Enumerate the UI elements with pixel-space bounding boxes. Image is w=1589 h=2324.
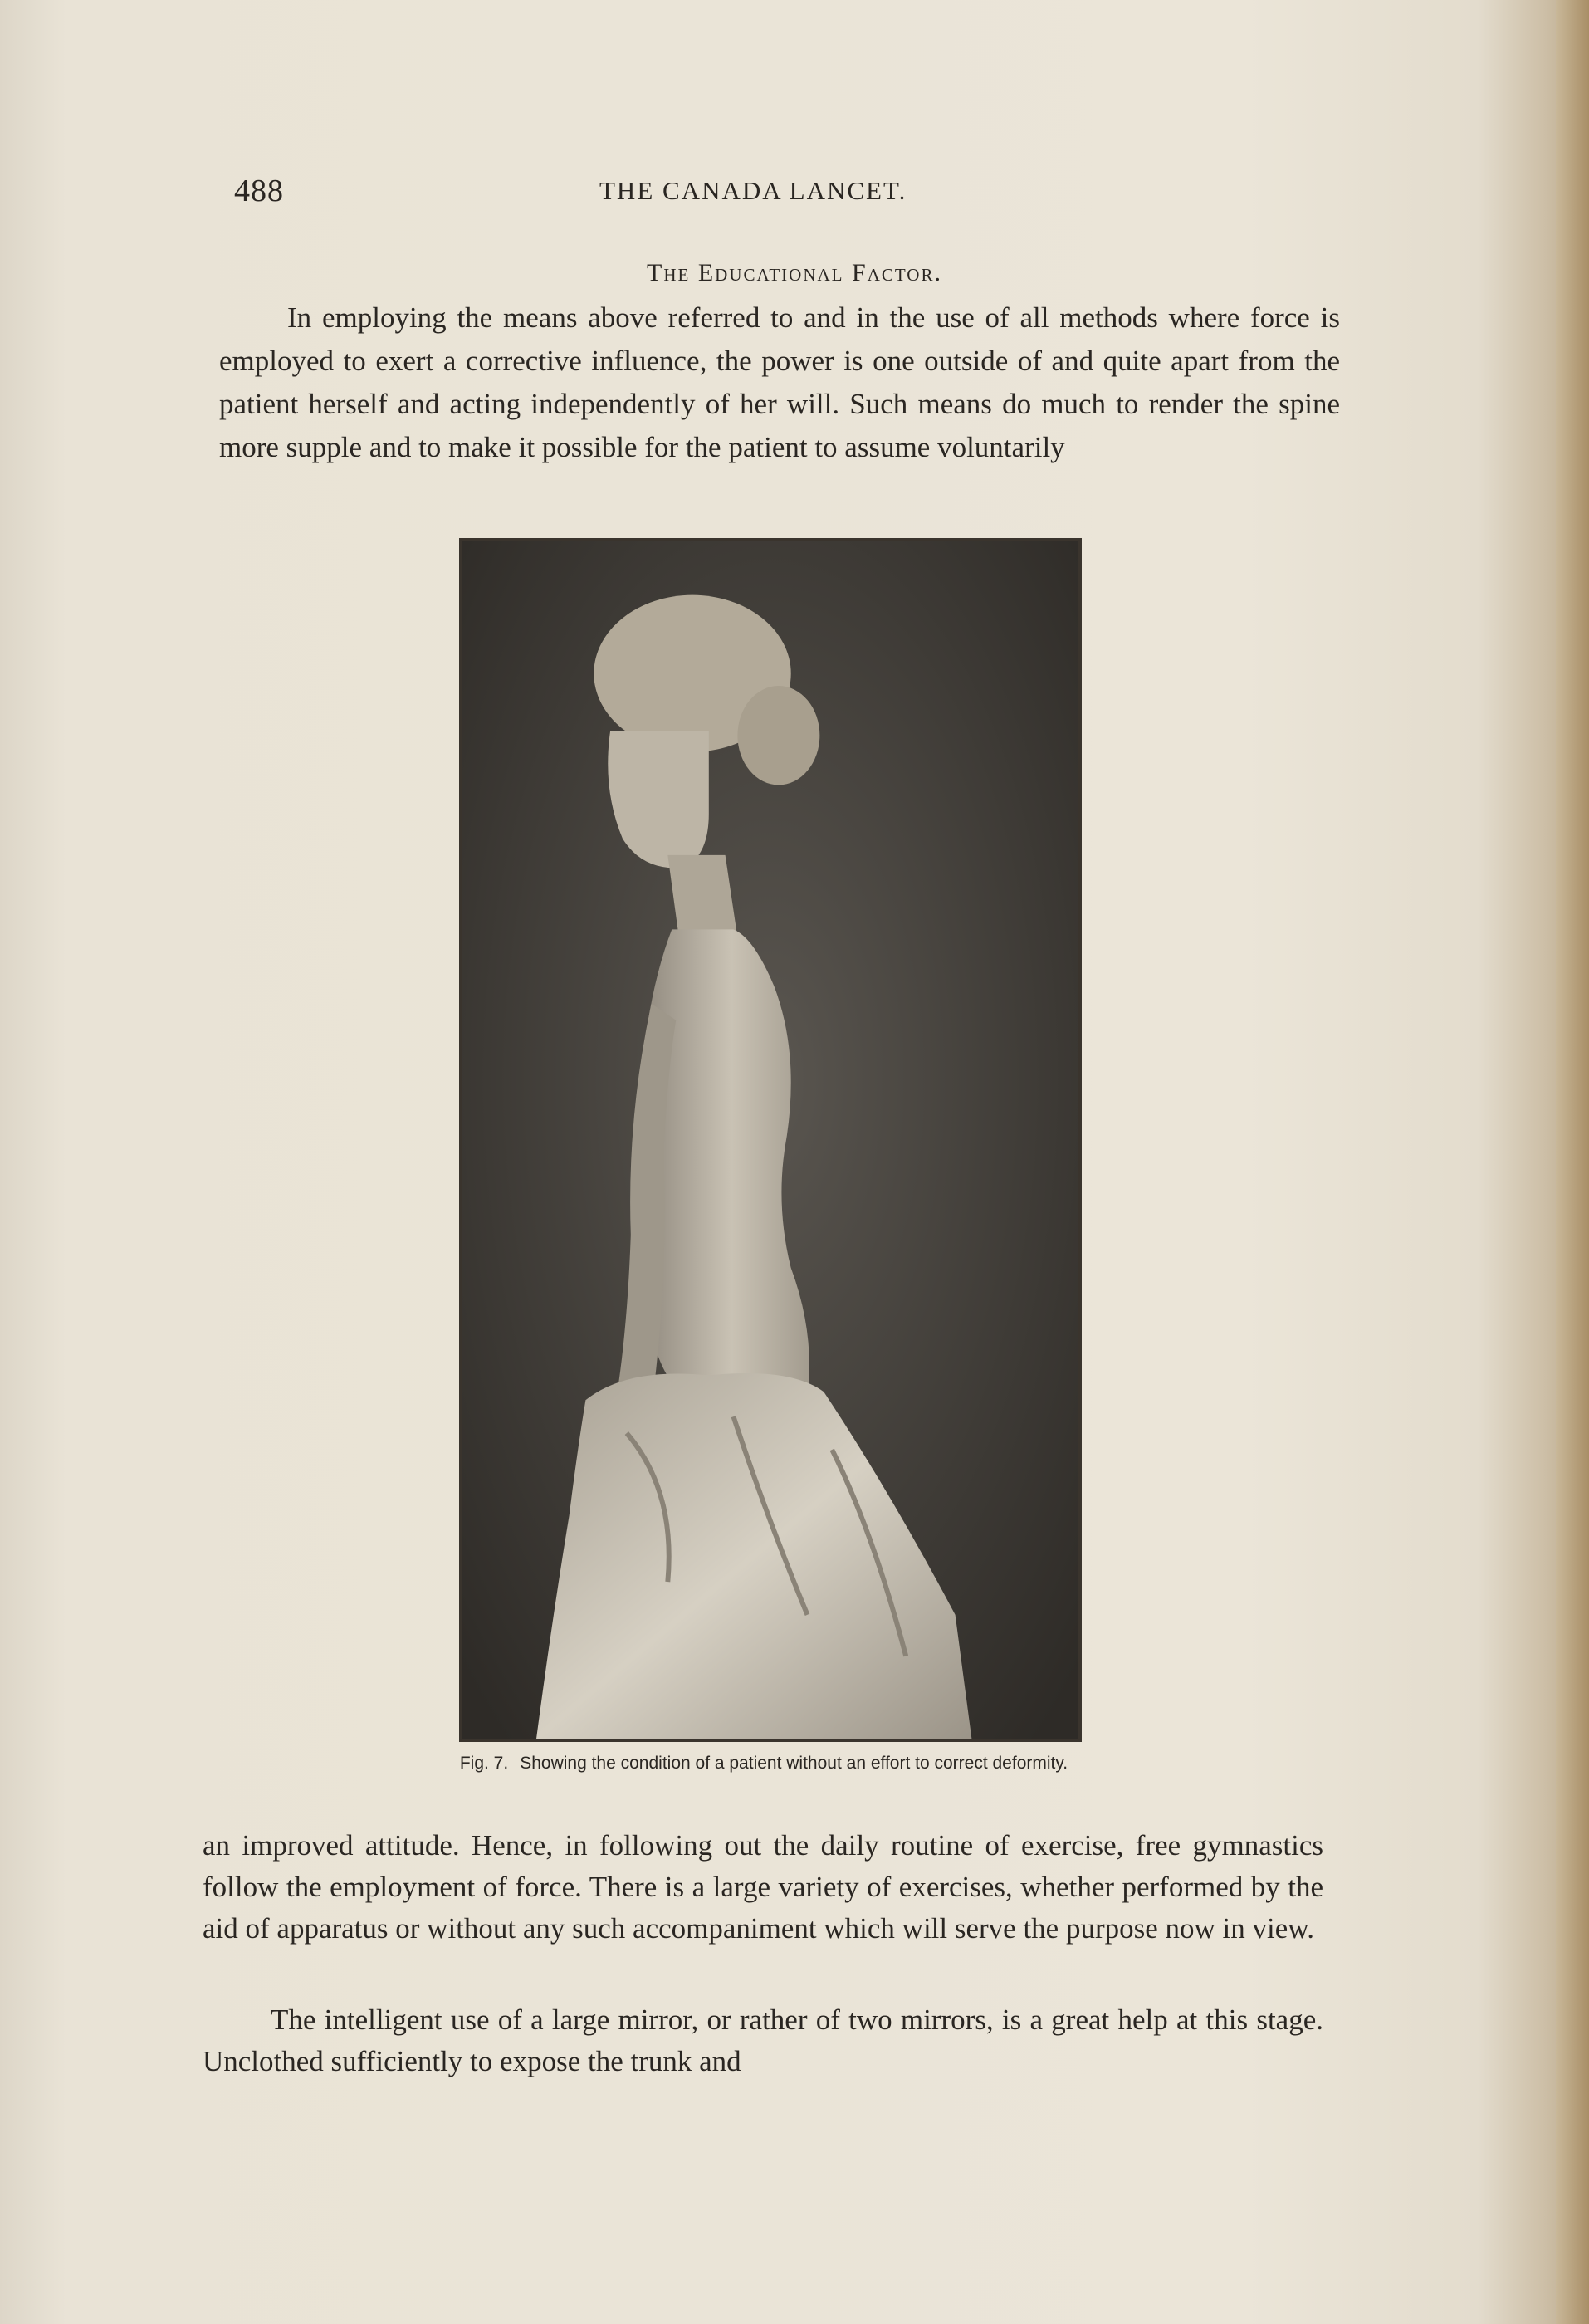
running-title: THE CANADA LANCET. (599, 176, 907, 205)
figure-label: Fig. 7. (459, 1754, 509, 1773)
patient-photo-illustration (462, 541, 1078, 1739)
paragraph-intro: In employing the means above referred to and in the use of all methods where force is employed to exert a corrective influence, the power is one outside of and quite apart from the patient herself and acting independently of her will. Such means do much to render the spine more supple and to make it possible for the patient to assume voluntarily (219, 301, 1340, 463)
figure-photograph (459, 538, 1082, 1742)
figure-caption (390, 1754, 1137, 1774)
paragraph-mirror: The intelligent use of a large mirror, or rather of two mirrors, is a great help at this stage. Unclothed sufficiently to expose the trunk and (203, 2004, 1323, 2077)
section-heading: The Educational Factor. (647, 259, 942, 286)
page-edge (1556, 0, 1589, 2324)
page-number: 488 (234, 174, 284, 208)
paragraph-continuation: an improved attitude. Hence, in following out the daily routine of exercise, free gymnastics follow the employment of force. There is a large variety of exercises, whether performed by the aid of apparatus or without any such accompaniment which will serve the purpose now in view. (203, 1829, 1323, 1945)
page-header (234, 173, 1380, 214)
figure-caption-text: Showing the condition of a patient without an effort to correct deformity. (520, 1754, 1068, 1773)
